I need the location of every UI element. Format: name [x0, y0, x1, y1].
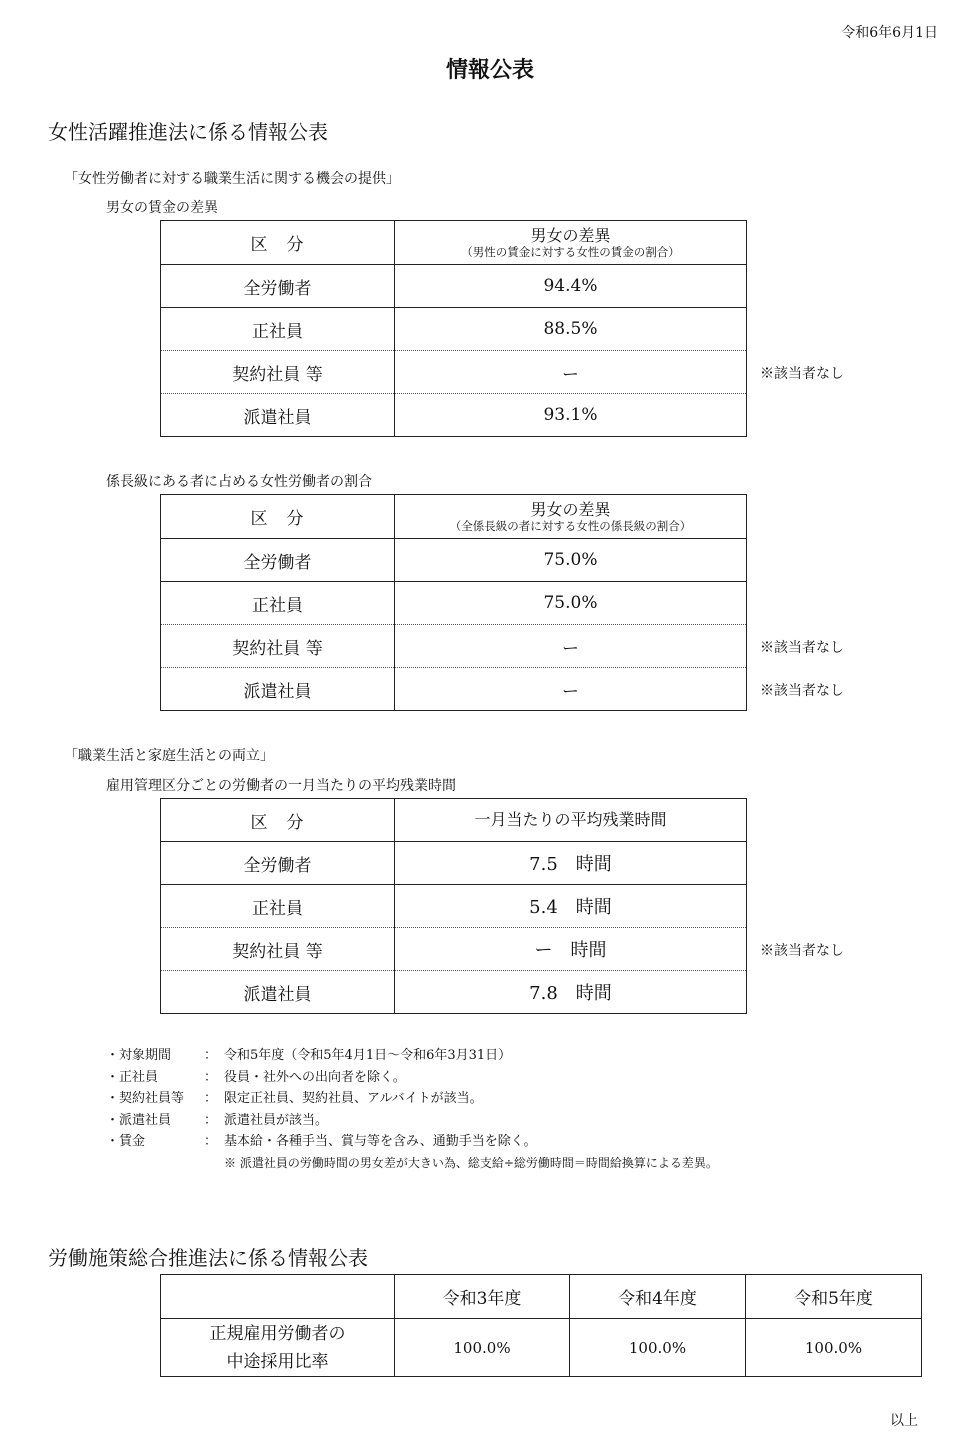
row-category: 派遣社員 — [161, 971, 395, 1014]
row-category: 正社員 — [161, 308, 395, 351]
row-category: 正社員 — [161, 582, 395, 625]
note-colon: ： — [204, 1069, 218, 1085]
note-colon: ： — [204, 1112, 218, 1128]
row-category: 全労働者 — [161, 842, 395, 885]
note-colon: ： — [204, 1048, 218, 1063]
wage-gap-table — [160, 220, 747, 437]
end-mark: 以上 — [890, 1413, 918, 1429]
row-label-cell — [161, 1319, 395, 1377]
table-row — [161, 394, 747, 437]
row-value: 100.0% — [395, 1319, 570, 1377]
row-note: ※該当者なし — [760, 943, 844, 959]
row-value: 5.4 時間 — [395, 885, 747, 928]
header-value-cell — [395, 221, 747, 265]
table-header-row — [161, 495, 747, 539]
row-value: 75.0% — [395, 582, 747, 625]
table2-caption: 係長級にある者に占める女性労働者の割合 — [106, 474, 372, 490]
table-row — [161, 842, 747, 885]
table-row — [161, 265, 747, 308]
section1-heading: 女性活躍推進法に係る情報公表 — [48, 120, 328, 144]
header-category: 区 分 — [161, 799, 395, 842]
header-category: 区 分 — [161, 221, 395, 265]
row-value: 88.5% — [395, 308, 747, 351]
table1-caption: 男女の賃金の差異 — [106, 200, 218, 216]
mid-career-hiring-table — [160, 1274, 922, 1377]
row-value: 93.1% — [395, 394, 747, 437]
header-value: 男女の差異 — [530, 225, 611, 245]
header-value-cell — [395, 495, 747, 539]
header-note: （全係長級の者に対する女性の係長級の割合） — [449, 518, 692, 533]
row-category: 派遣社員 — [161, 668, 395, 711]
note-colon: ： — [204, 1134, 218, 1149]
table-row — [161, 1319, 922, 1377]
note-value: 限定正社員、契約社員、アルバイトが該当。 — [224, 1091, 483, 1106]
row-note: ※該当者なし — [760, 366, 844, 382]
row-value: 100.0% — [570, 1319, 746, 1377]
table3-caption: 雇用管理区分ごとの労働者の一月当たりの平均残業時間 — [106, 778, 456, 794]
female-manager-ratio-table — [160, 494, 747, 711]
row-value: ー — [395, 351, 747, 394]
row-value: 100.0% — [746, 1319, 922, 1377]
header-category: 区 分 — [161, 495, 395, 539]
list-item — [106, 1088, 718, 1110]
document-title: 情報公表 — [445, 57, 534, 83]
header-year: 令和4年度 — [570, 1275, 746, 1319]
header-value: 一月当たりの平均残業時間 — [395, 799, 747, 842]
row-value: 7.5 時間 — [395, 842, 747, 885]
row-value: ー — [395, 668, 747, 711]
table-row — [161, 539, 747, 582]
note-key: ・賃金 — [106, 1134, 146, 1149]
row-label-line2: 中途採用比率 — [226, 1351, 329, 1372]
section1-bracket-title: 「女性労働者に対する職業生活に関する機会の提供」 — [64, 171, 400, 187]
notes-list — [106, 1045, 718, 1174]
table-row — [161, 668, 747, 711]
note-key: ・正社員 — [106, 1069, 159, 1085]
row-category: 契約社員 等 — [161, 625, 395, 668]
section2-heading: 労働施策総合推進法に係る情報公表 — [48, 1246, 368, 1270]
note-colon: ： — [204, 1091, 218, 1106]
row-value: 7.8 時間 — [395, 971, 747, 1014]
table-header-row — [161, 1275, 922, 1319]
table-row — [161, 625, 747, 668]
row-note: ※該当者なし — [760, 640, 844, 656]
list-item — [106, 1110, 718, 1132]
note-value: 基本給・各種手当、賞与等を含み、通勤手当を除く。 — [224, 1134, 537, 1149]
note-extra: ※ 派遣社員の労働時間の男女差が大きい為、総支給÷総労働時間＝時間給換算による差異。 — [224, 1155, 718, 1170]
table-row — [161, 582, 747, 625]
note-value: 派遣社員が該当。 — [224, 1112, 329, 1128]
note-key: ・契約社員等 — [106, 1091, 185, 1106]
row-category: 全労働者 — [161, 539, 395, 582]
row-category: 正社員 — [161, 885, 395, 928]
note-key: ・派遣社員 — [106, 1112, 172, 1128]
header-empty — [161, 1275, 395, 1319]
section1-bracket-title-2: 「職業生活と家庭生活との両立」 — [64, 748, 274, 764]
table-row — [161, 885, 747, 928]
header-value: 男女の差異 — [530, 499, 611, 519]
table-header-row — [161, 221, 747, 265]
list-item — [106, 1067, 718, 1089]
table-row — [161, 971, 747, 1014]
header-note: （男性の賃金に対する女性の賃金の割合） — [461, 244, 680, 259]
row-category: 全労働者 — [161, 265, 395, 308]
row-value: 75.0% — [395, 539, 747, 582]
document-date: 令和6年6月1日 — [841, 25, 938, 41]
table-row — [161, 351, 747, 394]
row-category: 契約社員 等 — [161, 928, 395, 971]
row-value: 94.4% — [395, 265, 747, 308]
header-year: 令和5年度 — [746, 1275, 922, 1319]
note-value: 令和5年度（令和5年4月1日～令和6年3月31日） — [224, 1048, 512, 1063]
row-note: ※該当者なし — [760, 683, 844, 699]
overtime-table — [160, 798, 747, 1014]
row-value: ー — [395, 625, 747, 668]
table-row — [161, 308, 747, 351]
note-value: 役員・社外への出向者を除く。 — [224, 1069, 406, 1085]
table-row — [161, 928, 747, 971]
row-label-line1: 正規雇用労働者の — [209, 1323, 346, 1344]
row-value: ー 時間 — [395, 928, 747, 971]
note-key: ・対象期間 — [106, 1048, 172, 1063]
header-year: 令和3年度 — [395, 1275, 570, 1319]
row-category: 契約社員 等 — [161, 351, 395, 394]
list-item — [106, 1131, 718, 1153]
row-category: 派遣社員 — [161, 394, 395, 437]
table-header-row — [161, 799, 747, 842]
list-item — [106, 1045, 718, 1067]
